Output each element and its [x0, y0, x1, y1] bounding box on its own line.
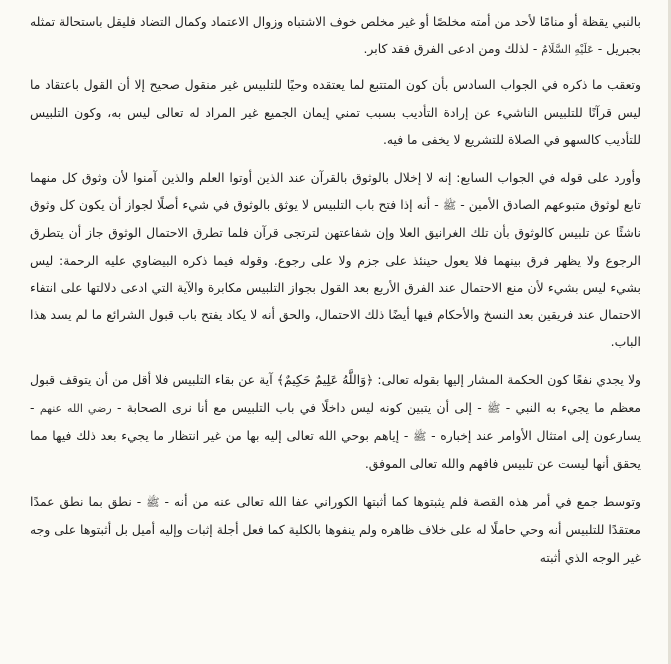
paragraph-1	[30, 8, 641, 63]
paragraph-text: ولا يجدي نفعًا كون الحكمة المشار إليها بقوله تعالى:	[373, 372, 641, 388]
honorific-text: ﷺ	[413, 429, 427, 443]
paragraph-text: - إلى أن يتبين كونه ليس داخلًا في باب التلبيس مع أنا نرى الصحابة -	[111, 399, 488, 415]
paragraph-4	[30, 366, 641, 477]
paragraph-text: - أنه إذا فتح باب التلبيس لا يوثق بالوثوق في شيء أصلًا لجواز أن يكون كل وثوق ناشئًا عن تلبيس كالوثوق بأن تلك الغرانيق العلا وإن شفاعتهن لترتجى قرآن فلما تطرق الاحتمال الوثوق جاز أن يتطرق الرجوع ولا يظهر فرق بينهما فلا يعول حينئذ على جزم ولا على رجوع. وقوله فيما ذكره البيضاوي عليه الرحمة: ليس بشيء ليس بشيء لأن منع الاحتمال عند الفرق الأربع بعد القول بجواز التلبيس مكابرة والآية التي ادعى دلالتها على انتفاء الاحتمال عند فريقين بعد النسخ والأحكام فيها أيضًا ذلك الاحتمال، والحق أنه لا يكاد يفتح باب قبول الشرائع ما لم يسد هذا الباب.	[30, 197, 641, 350]
quran-verse: ﴿وَاللَّهُ عَلِيمٌ حَكِيمٌ﴾	[276, 372, 374, 388]
paragraph-text: وأورد على قوله في الجواب السابع: إنه لا إخلال بالوثوق بالقرآن عند الذين أوتوا العلم والذين آمنوا لأن وثوق كل منهما تابع لوثوق متبوعهم الصادق الأمين -	[30, 170, 641, 213]
paragraph-text: - نطق بما نطق عمدًا معتقدًا للتلبيس أنه وحي حاملًا له على خلاف ظاهره ولم ينفوها بالكلية كما فعل أجلة إثبات وإليه أميل بل أثبتوها على وجه غير الوجه الذي أثبته	[30, 494, 641, 565]
paragraph-text: - يسارعون إلى امتثال الأوامر عند إخباره -	[30, 399, 641, 443]
paragraph-text: - لذلك ومن ادعى الفرق فقد كابر.	[363, 41, 542, 57]
paragraph-text: - إياهم بوحي الله تعالى إليه بها من غير انتظار ما يجيء بعد ذلك فيها مما يحقق أنها ليست عن تلبيس فافهم والله تعالى الموفق.	[30, 427, 641, 472]
paragraph-text: وتوسط جمع في أمر هذه القصة فلم يثبتوها كما أثبتها الكوراني عفا الله تعالى عنه من أنه -	[159, 494, 642, 510]
honorific-text: عَلَيْهِ السَّلَامُ	[541, 43, 594, 57]
paragraph-5	[30, 488, 641, 571]
honorific-text: ﷺ	[487, 401, 501, 415]
paragraph-text: وتعقب ما ذكره في الجواب السادس بأن كون المتتبع لما يعتقده وحيًا للتلبيس غير منقول صحيح إلا أن القول باعتقاد ما ليس قرآنًا للتلبيس الناشيء عن إرادة التأديب بسبب تمني إيمان الجميع غير المراد له تعالى ليس به، وكون التلبيس للتأديب كالسهو في الصلاة للتشريع لا يخفى ما فيه.	[30, 77, 641, 147]
paragraph-text: بالنبي يقظة أو منامًا لأحد من أمته مخلصًا أو غير مخلص خوف الاشتباه وزوال الاعتماد وكمال التضاد فليقل باستحالة تمثله بجبريل -	[30, 14, 641, 57]
honorific-text: رضي الله عنهم	[39, 401, 112, 415]
paragraph-3	[30, 164, 641, 355]
honorific-text: ﷺ	[146, 496, 160, 510]
honorific-text: ﷺ	[442, 199, 457, 213]
paragraph-2	[30, 71, 641, 153]
paragraph-text: آية عن بقاء التلبيس فلا أقل من أن يتوقف قبول معظم ما يجيء به النبي -	[30, 372, 641, 415]
